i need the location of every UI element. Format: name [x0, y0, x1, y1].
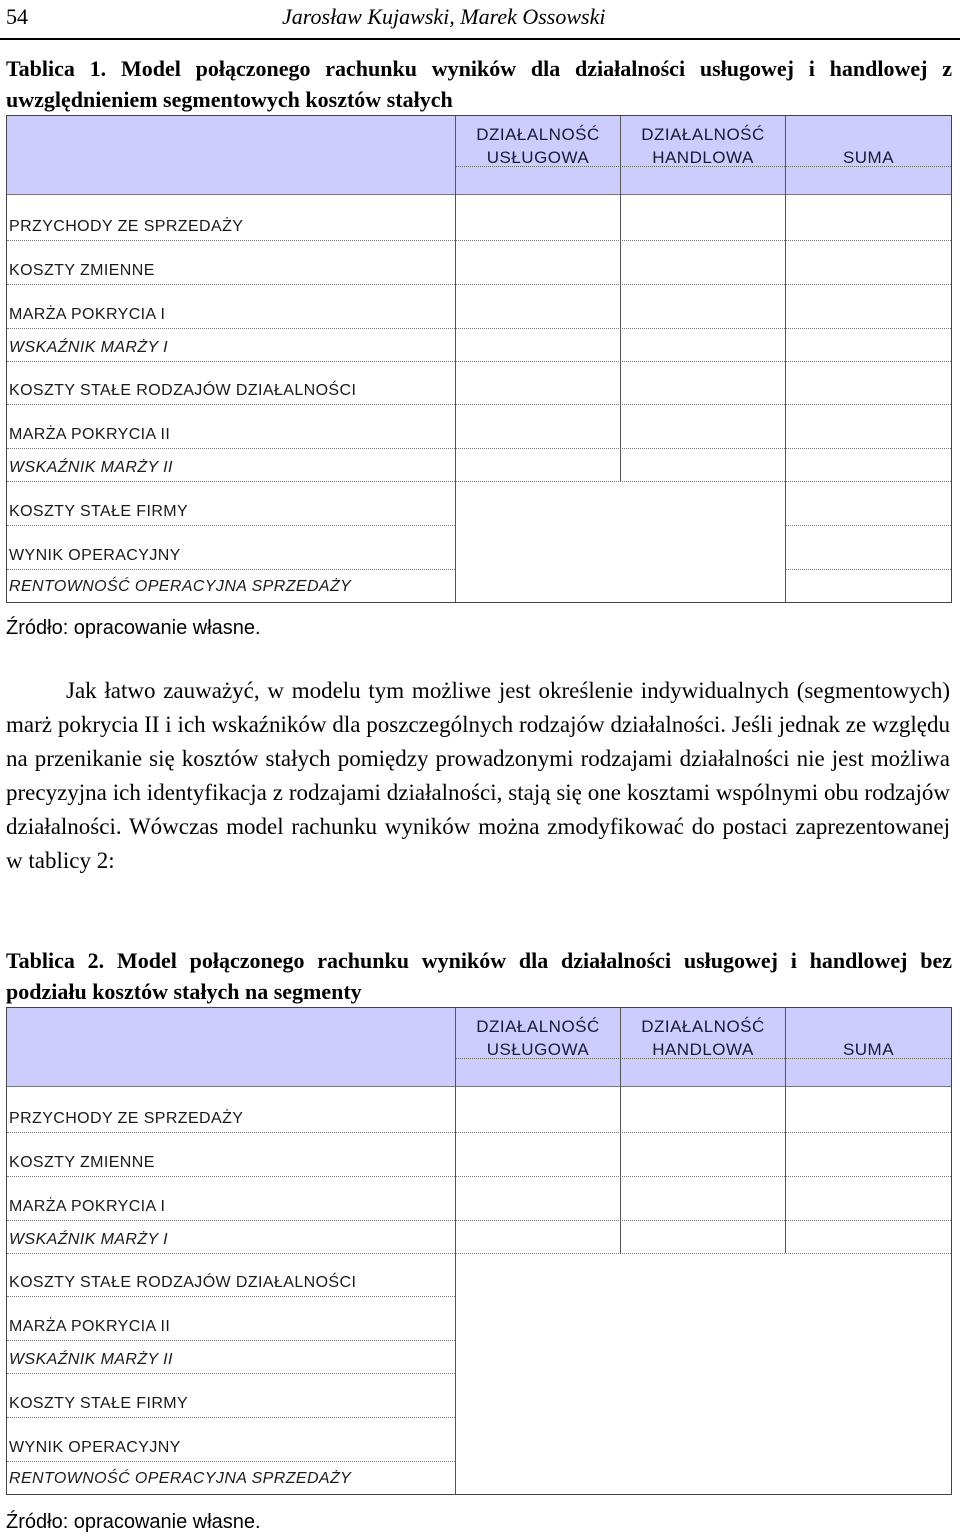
row-label-marza-i: MARŻA POKRYCIA I	[9, 306, 166, 323]
column-divider	[785, 116, 786, 602]
column-divider	[620, 116, 621, 482]
table-header-blank	[7, 1008, 455, 1086]
row-divider	[7, 361, 455, 362]
row-divider	[7, 481, 455, 482]
row-divider	[7, 240, 455, 241]
column-divider	[455, 116, 456, 602]
table-header-blank	[7, 116, 455, 194]
row-divider	[456, 1176, 951, 1177]
column-header-uslugowa: DZIAŁALNOŚĆ USŁUGOWA	[456, 1008, 620, 1086]
column-divider	[785, 1008, 786, 1253]
row-label-koszty-zmienne: KOSZTY ZMIENNE	[9, 262, 155, 279]
table2-caption: Tablica 2. Model połączonego rachunku wyników dla działalności usługowej i handlowej bez podziału kosztów stałych na segmenty	[6, 948, 952, 1004]
table1	[6, 115, 952, 603]
column-header-suma: SUMA	[786, 116, 951, 194]
row-label-koszty-stale-firmy: KOSZTY STAŁE FIRMY	[9, 503, 189, 520]
row-divider	[7, 284, 455, 285]
column-divider	[620, 1008, 621, 1253]
row-divider	[456, 404, 951, 405]
row-divider	[7, 1461, 455, 1462]
row-divider	[7, 1253, 455, 1254]
row-label-wynik: WYNIK OPERACYJNY	[9, 1439, 181, 1456]
row-label-rentownosc: RENTOWNOŚĆ OPERACYJNA SPRZEDAŻY	[9, 1470, 352, 1487]
row-label-wskaznik-i: WSKAŹNIK MARŻY I	[9, 1231, 169, 1248]
header-divider	[456, 1058, 951, 1059]
row-label-wskaznik-ii: WSKAŹNIK MARŻY II	[9, 459, 173, 476]
row-divider	[7, 404, 455, 405]
row-divider	[7, 1220, 455, 1221]
row-divider	[456, 284, 951, 285]
row-divider	[456, 328, 951, 329]
row-divider	[7, 525, 455, 526]
row-label-wskaznik-i: WSKAŹNIK MARŻY I	[9, 339, 169, 356]
column-header-uslugowa: DZIAŁALNOŚĆ USŁUGOWA	[456, 116, 620, 194]
table2-source: Źródło: opracowanie własne.	[6, 1511, 261, 1533]
row-label-przychody: PRZYCHODY ZE SPRZEDAŻY	[9, 1110, 244, 1127]
row-divider	[7, 1176, 455, 1177]
table1-caption: Tablica 1. Model połączonego rachunku wyników dla działalności usługowej i handlowej z uwzględnieniem segmentowych kosztów stałych	[6, 56, 952, 112]
row-divider	[456, 361, 951, 362]
row-divider	[456, 240, 951, 241]
row-label-marza-ii: MARŻA POKRYCIA II	[9, 426, 171, 443]
row-divider	[456, 1220, 951, 1221]
row-divider	[786, 569, 951, 570]
row-divider	[456, 1132, 951, 1133]
column-header-handlowa: DZIAŁALNOŚĆ HANDLOWA	[621, 1008, 785, 1086]
page-number: 54	[6, 4, 28, 29]
table1-source: Źródło: opracowanie własne.	[6, 617, 261, 639]
running-header	[0, 0, 960, 40]
row-label-marza-ii: MARŻA POKRYCIA II	[9, 1318, 171, 1335]
header-bottom-border	[7, 1086, 951, 1087]
body-paragraph: Jak łatwo zauważyć, w modelu tym możliwe jest określenie indywidualnych (segmentowych) marż pokrycia II i ich wskaźników dla poszczególnych rodzajów działalności. Jeśli jednak ze względu na przenikanie się kosztów stałych pomiędzy prowadzonymi rodzajami działalności nie jest możliwa precyzyjna ich identyfikacja z rodzajami działalności, stają się one kosztami wspólnymi obu rodzajów działalności. Wówczas model rachunku wyników można zmodyfikować do postaci zaprezentowanej w tablicy 2:	[6, 678, 950, 873]
row-divider	[456, 1253, 951, 1254]
row-divider	[7, 1417, 455, 1418]
row-divider	[456, 481, 951, 482]
table2	[6, 1007, 952, 1495]
row-divider	[7, 1132, 455, 1133]
row-divider	[7, 1373, 455, 1374]
row-divider	[456, 448, 951, 449]
row-divider	[7, 569, 455, 570]
column-header-suma: SUMA	[786, 1008, 951, 1086]
row-label-koszty-zmienne: KOSZTY ZMIENNE	[9, 1154, 155, 1171]
row-divider	[786, 525, 951, 526]
row-label-marza-i: MARŻA POKRYCIA I	[9, 1198, 166, 1215]
row-divider	[7, 448, 455, 449]
row-divider	[7, 328, 455, 329]
column-header-handlowa: DZIAŁALNOŚĆ HANDLOWA	[621, 116, 785, 194]
row-divider	[7, 1296, 455, 1297]
header-divider	[456, 166, 951, 167]
row-divider	[7, 1340, 455, 1341]
row-label-przychody: PRZYCHODY ZE SPRZEDAŻY	[9, 218, 244, 235]
row-label-koszty-stale-rodzajow: KOSZTY STAŁE RODZAJÓW DZIAŁALNOŚCI	[9, 382, 357, 399]
row-label-wynik: WYNIK OPERACYJNY	[9, 547, 181, 564]
column-divider	[455, 1008, 456, 1494]
row-label-koszty-stale-firmy: KOSZTY STAŁE FIRMY	[9, 1395, 189, 1412]
row-label-rentownosc: RENTOWNOŚĆ OPERACYJNA SPRZEDAŻY	[9, 578, 352, 595]
header-bottom-border	[7, 194, 951, 195]
row-label-koszty-stale-rodzajow: KOSZTY STAŁE RODZAJÓW DZIAŁALNOŚCI	[9, 1274, 357, 1291]
row-label-wskaznik-ii: WSKAŹNIK MARŻY II	[9, 1351, 173, 1368]
running-header-authors: Jarosław Kujawski, Marek Ossowski	[282, 4, 606, 29]
